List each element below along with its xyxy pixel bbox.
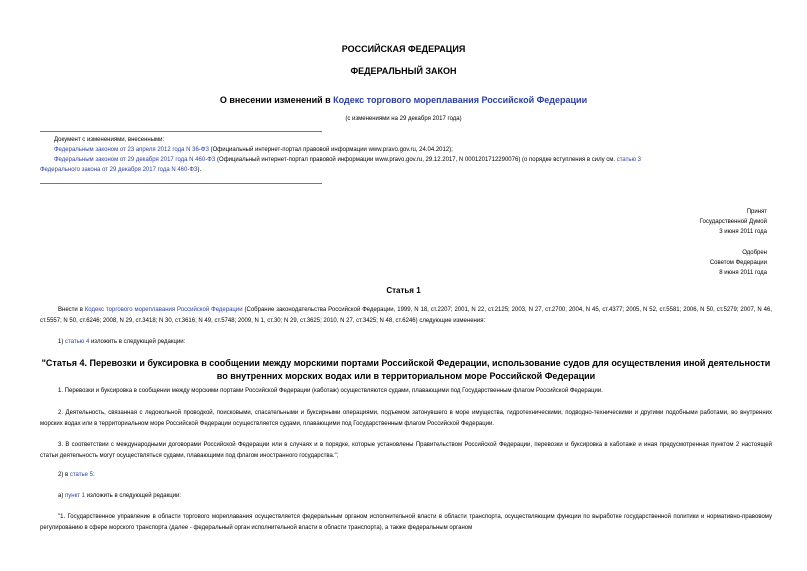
paragraph-1: 1. Перевозки и буксировка в сообщении между морскими портами Российской Федерации (каботаж) осуществляются судами, плавающими под Государственным флагом Российской Федерации. bbox=[58, 388, 603, 394]
intro-code-link[interactable]: Кодекс торгового мореплавания Российской Федерации bbox=[84, 307, 243, 313]
accepted-block bbox=[567, 207, 767, 237]
item-2-prefix: 2) в bbox=[58, 472, 70, 478]
article-4-link[interactable]: статью 4 bbox=[65, 339, 90, 345]
amendment-text-2017: (Официальный интернет-портал правовой информации www.pravo.gov.ru, 29.12.2017, N 0001201712290076) (о порядке вступления в силу см. bbox=[215, 157, 617, 163]
approved-label: Одобрен bbox=[742, 250, 767, 256]
law-title bbox=[0, 95, 807, 105]
point-1-link[interactable]: пункт 1 bbox=[65, 493, 86, 499]
changes-line-3-end: ). bbox=[197, 167, 202, 173]
article-1-intro bbox=[40, 305, 772, 327]
item-2-text: : bbox=[92, 472, 95, 478]
law-title-prefix: О внесении изменений в bbox=[219, 95, 334, 105]
amendment-law-2017-link[interactable]: Федерального закона от 29 декабря 2017 года N 460-ФЗ bbox=[40, 167, 198, 173]
law-title-code-link[interactable]: Кодекс торгового мореплавания Российской Федерации bbox=[333, 95, 588, 105]
changes-line-2 bbox=[54, 155, 772, 165]
edition-note: (с изменениями на 29 декабря 2017 года) bbox=[345, 116, 462, 122]
article-4-quote-title: "Статья 4. Перевозки и буксировка в сообщении между морскими портами Российской Федерации, использование судов для осуществления иной деятельности во внутренних морских водах или в территориальном море Российской Федерации bbox=[41, 358, 771, 381]
accepted-label: Принят bbox=[746, 209, 767, 215]
item-2a-prefix: а) bbox=[58, 493, 66, 499]
intro-prefix: Внести в bbox=[58, 307, 85, 313]
item-2a-text: изложить в следующей редакции: bbox=[85, 493, 182, 499]
article-5-link[interactable]: статье 5 bbox=[69, 472, 93, 478]
paragraph-3: 3. В соответствии с международными договорами Российской Федерации или в случаях и в порядке, которые установлены Правительством Российской Федерации, перевозки и буксировка в каботаже и иная предусмотренная пунктом 2 настоящей статьи деятельность могут осуществляться судами, плавающими под флагом иностранного государства."; bbox=[40, 442, 772, 459]
changes-line-3 bbox=[40, 165, 740, 175]
accepted-by: Государственной Думой bbox=[699, 219, 767, 225]
article-1-heading: Статья 1 bbox=[386, 286, 421, 295]
item-1-text: изложить в следующей редакции: bbox=[89, 339, 186, 345]
item-2 bbox=[40, 470, 772, 481]
approved-by: Советом Федерации bbox=[709, 260, 767, 266]
amendment-link-2012[interactable]: Федеральным законом от 23 апреля 2012 года N 36-ФЗ bbox=[54, 147, 209, 153]
item-1-prefix: 1) bbox=[58, 339, 66, 345]
changes-line-1 bbox=[54, 145, 772, 155]
item-1 bbox=[40, 337, 772, 348]
paragraph-4: "1. Государственное управление в области торгового мореплавания осуществляется федеральным органом исполнительной власти в области транспорта, осуществляющим функции по выработке государственной политики и нормативно-правовому регулированию в сфере морского транспорта (далее - федеральный орган исполнительной власти в области транспорта), а также федеральным органом bbox=[40, 514, 772, 531]
law-type-heading: ФЕДЕРАЛЬНЫЙ ЗАКОН bbox=[350, 66, 457, 76]
changes-top-divider bbox=[40, 131, 322, 132]
changes-intro: Документ с изменениями, внесенными: bbox=[54, 137, 165, 143]
amendment-text-2012: (Официальный интернет-портал правовой информации www.pravo.gov.ru, 24.04.2012); bbox=[208, 147, 453, 153]
country-heading: РОССИЙСКАЯ ФЕДЕРАЦИЯ bbox=[341, 44, 466, 54]
paragraph-2: 2. Деятельность, связанная с ледокольной проводкой, поисковыми, спасательными и буксирными операциями, подъемом затонувшего в море имущества, гидротехническими, подводно-техническими и другими подобными работами, во внутренних морских водах или в территориальном море Российской Федерации осуществляется судами, плавающими под Государственным флагом Российской Федерации. bbox=[40, 410, 772, 427]
item-2a bbox=[40, 491, 772, 502]
article-3-link[interactable]: статью 3 bbox=[616, 157, 641, 163]
intro-text: (Собрание законодательства Российской Федерации, 1999, N 18, ст.2207; 2001, N 22, ст.2125; 2003, N 27, ст.2700; 2004, N 45, ст.4377; 2005, N 52, ст.5581; 2006, N 50, ст.5279; 2007, N 46, ст.5557; N 50, ст.6246; 2008, N 29, ст.3418; N 30, ст.3616; N 49, ст.5748; 2009, N 1, ст.30; N 29, ст.3625; 2010, N 27, ст.3425; N 48, ст.6246) следующие изменения: bbox=[40, 307, 772, 324]
changes-block bbox=[54, 135, 772, 165]
accepted-date: 3 июня 2011 года bbox=[719, 229, 767, 235]
amendment-link-2017[interactable]: Федеральным законом от 29 декабря 2017 года N 460-ФЗ bbox=[54, 157, 216, 163]
changes-bottom-divider bbox=[40, 183, 322, 184]
approved-date: 8 июня 2011 года bbox=[719, 270, 767, 276]
approved-block bbox=[567, 248, 767, 278]
